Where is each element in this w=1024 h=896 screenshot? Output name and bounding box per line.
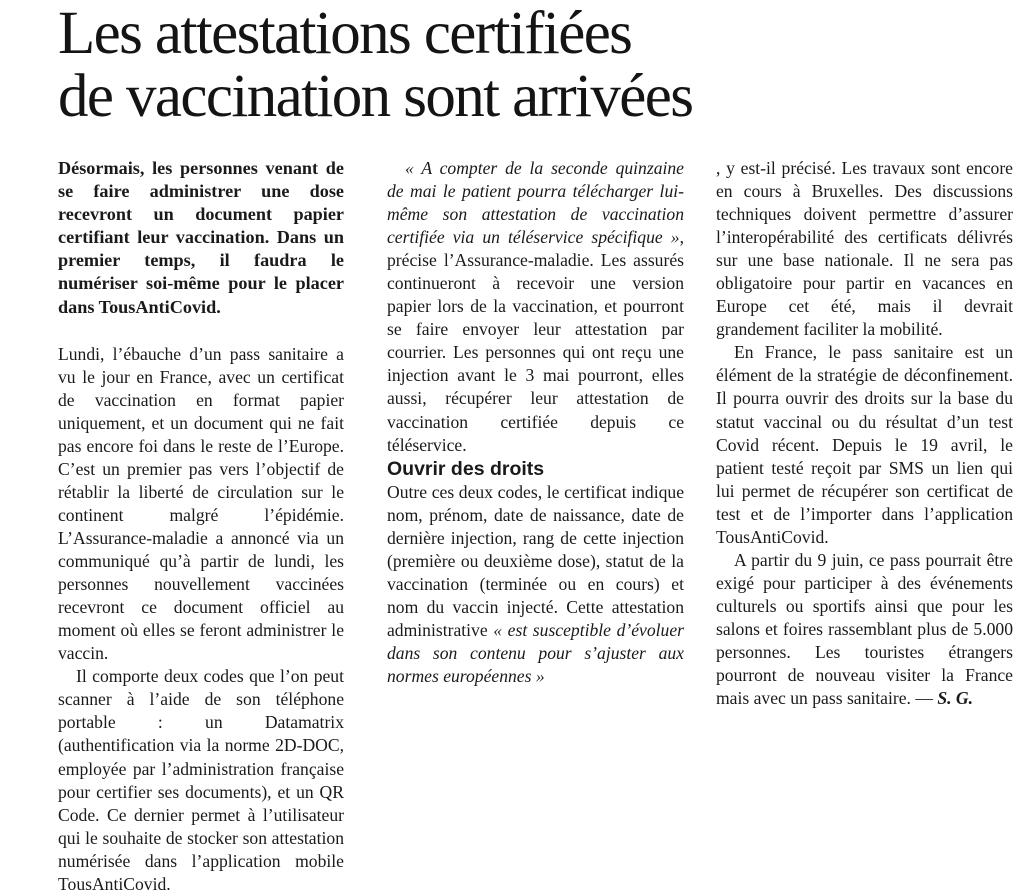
column-2	[387, 157, 684, 688]
quote: « est susceptible d’évoluer dans son contenu pour s’ajuster aux normes européennes »	[387, 619, 684, 686]
subheading: Ouvrir des droits	[387, 457, 545, 480]
quote: « A compter de la seconde quinzaine de mai le patient pourra télécharger lui-même son attestation de vaccination certifiée via un téléservice spécifique »	[387, 158, 684, 248]
body-paragraph: Il comporte deux codes que l’on peut scanner à l’aide de son téléphone portable : un Datamatrix (authentification via la norme 2D-DOC, employée par l’administration française pour certifier ses documents), et un QR Code. Ce dernier permet à l’utilisateur qui le souhaite de stocker son attestation numérisée dans l’application mobile TousAntiCovid.	[58, 666, 344, 894]
body-paragraph: En France, le pass sanitaire est un élément de la stratégie de déconfinement. Il pourra ouvrir des droits sur la base du statut vaccinal ou du résultat d’un test Covid récent. Depuis le 19 avril, le patient testé reçoit par SMS un lien qui lui permet de récupérer son certificat de test et de l’importer dans l’application TousAntiCovid.	[716, 342, 1013, 547]
body-paragraph	[387, 157, 684, 457]
headline	[58, 2, 692, 128]
body-text: , précise l’Assurance-maladie. Les assurés continueront à recevoir une version papier lors de la vaccination, et pourront se faire envoyer leur attestation par courrier. Les personnes qui ont reçu une injection avant le 3 mai pourront, elles aussi, récupérer leur attestation de vaccination certifiée depuis ce téléservice.	[387, 227, 684, 455]
body-paragraph: , y est-il précisé. Les travaux sont encore en cours à Bruxelles. Des discussions techniques doivent permettre d’assurer l’interopérabilité des certificats délivrés sur une base nationale. Il ne sera pas obligatoire pour partir en vacances en Europe cet été, mais il devrait grandement faciliter la mobilité.	[716, 158, 1013, 340]
lead-paragraph: Désormais, les personnes venant de se faire administrer une dose recevront un document papier certifiant leur vaccination. Dans un premier temps, il faudra le numériser soi-même pour le placer dans TousAntiCovid.	[58, 158, 344, 317]
headline-line-2: de vaccination sont arrivées	[58, 63, 693, 130]
column-3	[716, 157, 1013, 710]
body-text: Outre ces deux codes, le certificat indique nom, prénom, date de naissance, date de dernière injection, rang de cette injection (première ou deuxième dose), statut de la vaccination (terminée ou en cours) et nom du vaccin injecté. Cette attestation administrative	[387, 481, 684, 640]
body-paragraph: Lundi, l’ébauche d’un pass sanitaire a vu le jour en France, avec un certificat de vaccination en format papier uniquement, et un document qui ne fait pas encore foi dans le reste de l’Europe. C’est un premier pas vers l’objectif de rétablir la liberté de circulation sur le continent malgré l’épidémie. L’Assurance-maladie a annoncé via un communiqué qu’à partir de lundi, les personnes nouvellement vaccinées recevront ce document officiel au moment où elles se feront administrer le vaccin.	[58, 343, 344, 664]
body-text: A partir du 9 juin, ce pass pourrait être exigé pour participer à des événements culturels ou sportifs ainsi que pour les salons et foires rassemblant plus de 5.000 personnes. Les touristes étrangers pourront de nouveau visiter la France mais avec un pass sanitaire. —	[716, 549, 1013, 709]
headline-line-1: Les attestations certifiées	[58, 0, 632, 67]
author-signature: S. G.	[937, 688, 974, 709]
column-1	[58, 157, 344, 896]
body-paragraph	[387, 481, 684, 688]
body-paragraph	[716, 549, 1013, 710]
